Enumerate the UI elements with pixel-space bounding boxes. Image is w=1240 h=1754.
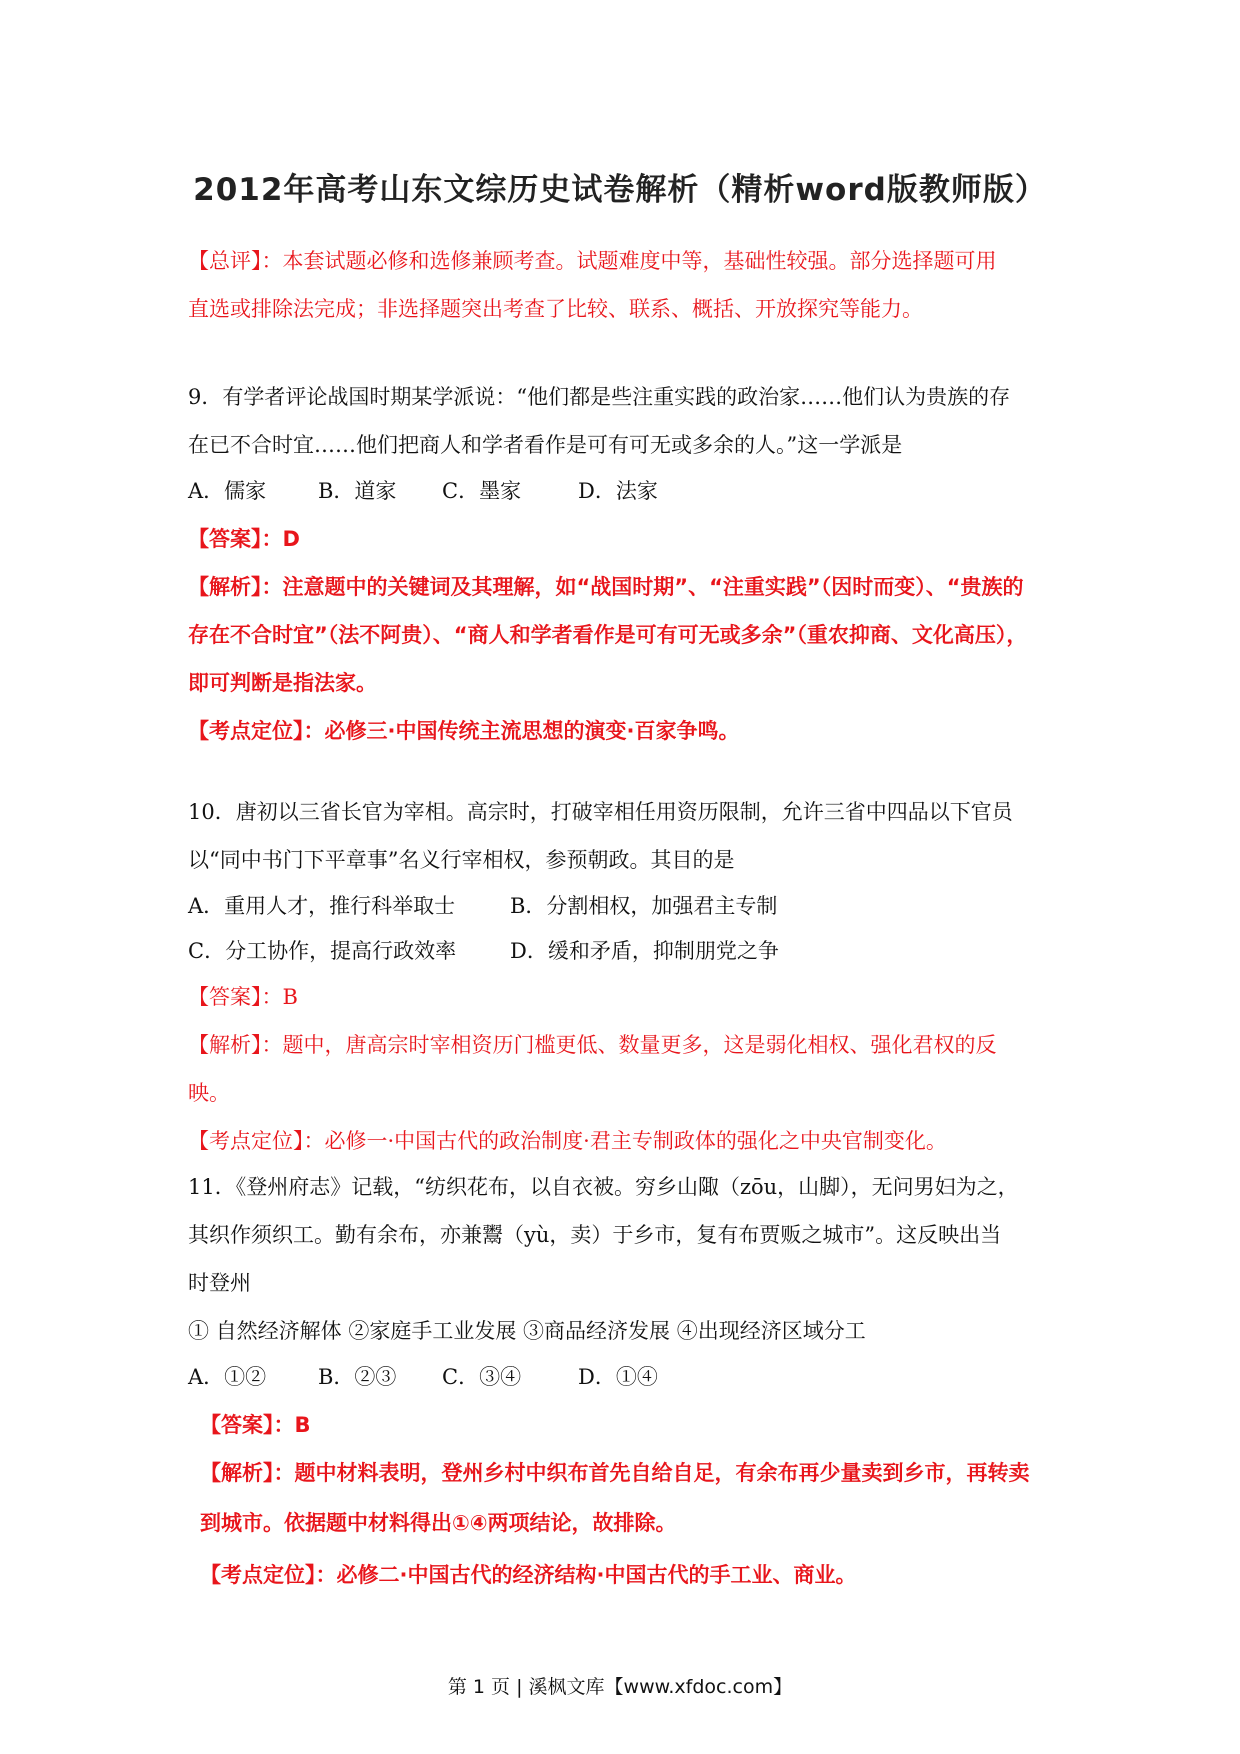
q10-knowledge-point: 【考点定位】：必修一·中国古代的政治制度·君主专制政体的强化之中央官制变化。	[188, 1129, 947, 1153]
q10-analysis-line-2: 映。	[188, 1081, 230, 1105]
document-title: 2012年高考山东文综历史试卷解析（精析word版教师版）	[193, 172, 1047, 208]
q10-options-row-2	[188, 936, 1068, 966]
q9-knowledge-point: 【考点定位】：必修三·中国传统主流思想的演变·百家争鸣。	[188, 719, 740, 743]
q9-analysis-line-2: 存在不合时宜”（法不阿贵）、“商人和学者看作是可有可无或多余”（重农抑商、文化高压），	[188, 623, 1028, 647]
q10-analysis-line-1: 【解析】：题中，唐高宗时宰相资历门槛更低、数量更多，这是弱化相权、强化君权的反	[188, 1033, 997, 1057]
q9-options	[188, 476, 1068, 506]
q9-stem-line-2: 在已不合时宜……他们把商人和学者看作是可有可无或多余的人。”这一学派是	[188, 433, 903, 457]
q9-answer: 【答案】：D	[188, 527, 300, 551]
q11-analysis-line-1: 【解析】：题中材料表明，登州乡村中织布首先自给自足，有余布再少量卖到乡市，再转卖	[200, 1461, 1030, 1485]
q9-option-c: C．墨家	[442, 479, 522, 503]
q11-option-c: C．③④	[442, 1365, 522, 1389]
q10-option-b: B．分割相权，加强君主专制	[510, 894, 778, 918]
q9-analysis-line-1: 【解析】：注意题中的关键词及其理解，如“战国时期”、“注重实践”（因时而变）、“贵族的	[188, 575, 1024, 599]
q9-analysis-line-3: 即可判断是指法家。	[188, 671, 377, 695]
q9-option-d: D．法家	[578, 479, 658, 503]
summary-line-1: 【总评】：本套试题必修和选修兼顾考查。试题难度中等，基础性较强。部分选择题可用	[188, 249, 997, 273]
q10-option-d: D．缓和矛盾，抑制朋党之争	[510, 939, 779, 963]
q11-option-b: B．②③	[318, 1365, 397, 1389]
q10-stem-line-2: 以“同中书门下平章事”名义行宰相权，参预朝政。其目的是	[188, 848, 735, 872]
q9-stem-line-1: 9．有学者评论战国时期某学派说：“他们都是些注重实践的政治家……他们认为贵族的存	[188, 385, 1011, 409]
q11-answer: 【答案】：B	[200, 1413, 311, 1437]
q9-option-a: A．儒家	[188, 479, 267, 503]
q11-stem-line-1: 11．《登州府志》记载，“纺织花布，以自衣被。穷乡山陬（zōu，山脚），无问男妇为之，	[188, 1175, 1019, 1199]
q10-option-c: C．分工协作，提高行政效率	[188, 939, 457, 963]
q11-option-d: D．①④	[578, 1365, 658, 1389]
q11-option-a: A．①②	[188, 1365, 267, 1389]
q10-answer: 【答案】：B	[188, 985, 298, 1009]
q11-options	[188, 1362, 1068, 1392]
q11-knowledge-point: 【考点定位】：必修二·中国古代的经济结构·中国古代的手工业、商业。	[200, 1563, 857, 1587]
q10-option-a: A．重用人才，推行科举取士	[188, 894, 456, 918]
summary-line-2: 直选或排除法完成；非选择题突出考查了比较、联系、概括、开放探究等能力。	[188, 297, 923, 321]
page-footer: 第 1 页 | 溪枫文库【www.xfdoc.com】	[447, 1676, 793, 1698]
q10-stem-line-1: 10．唐初以三省长官为宰相。高宗时，打破宰相任用资历限制，允许三省中四品以下官员	[188, 800, 1013, 824]
q11-stem-line-2: 其织作须织工。勤有余布，亦兼鬻（yù，卖）于乡市，复有布贾贩之城市”。这反映出当	[188, 1223, 1002, 1247]
q11-analysis-line-2: 到城市。依据题中材料得出①④两项结论，故排除。	[200, 1511, 677, 1535]
q10-options-row-1	[188, 891, 1068, 921]
q11-stem-line-3: 时登州	[188, 1271, 251, 1295]
q11-items: ① 自然经济解体 ②家庭手工业发展 ③商品经济发展 ④出现经济区域分工	[188, 1319, 866, 1343]
q9-option-b: B．道家	[318, 479, 397, 503]
